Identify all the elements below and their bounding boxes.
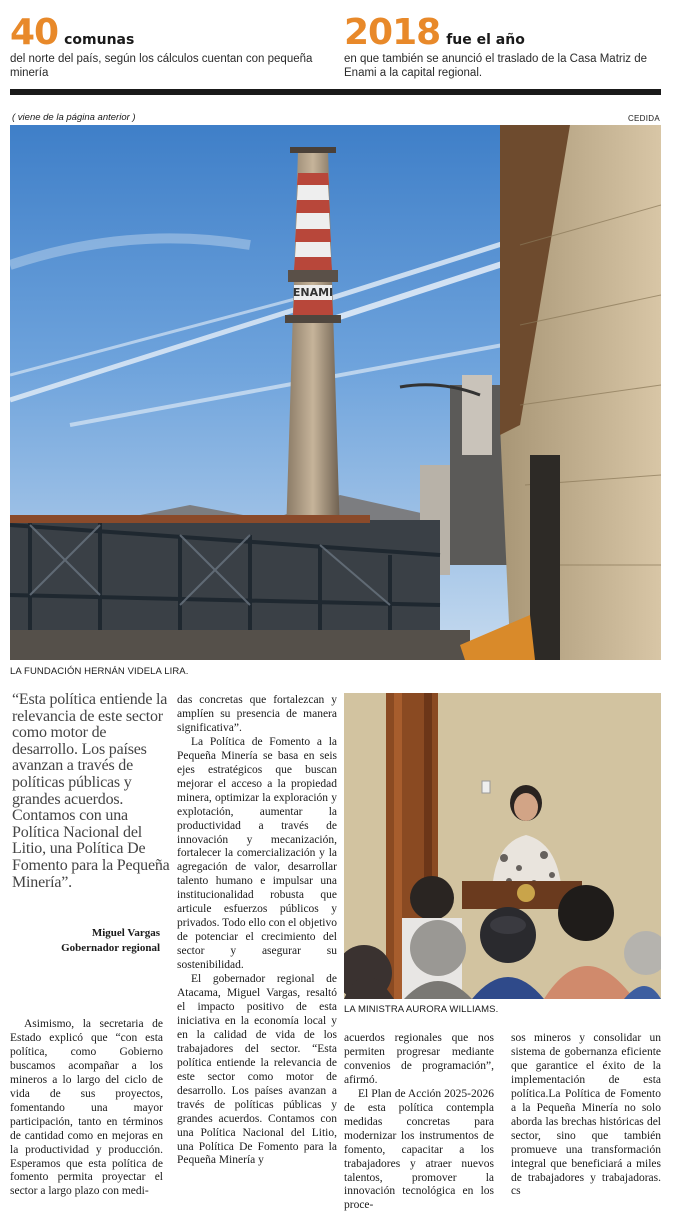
paragraph: das concretas que fortalezcan y amplíen su presencia de manera significativa”.: [177, 694, 337, 734]
paragraph: Asimismo, la secretaria de Estado explicó que “con esta política, como Gobierno buscamos acompañar a los mineros a lo largo del ciclo de vida de sus proyectos, fomentando una mayor participación, tanto en términos de cantidad como en mejoras en la productividad y producción. Esperamos que esta política de fomento permita proyectar el sector a largo plazo con medi-: [10, 1018, 163, 1198]
article-column-2: [177, 694, 337, 1168]
enami-chimney-label: ENAMI: [292, 286, 334, 299]
smelter-photo: [10, 125, 661, 660]
continued-from-note: ( viene de la página anterior ): [12, 112, 136, 123]
paragraph: sos mineros y consolidar un sistema de gobernanza eficiente que garantice el éxito de la implementación de esta política.La Política de Fomento a la Pequeña Minería no solo aborda las brechas históricas del sector, sino que también promueve una transformación integral que beneficiará a miles de trabajadores y trabajadoras. cs: [511, 1032, 661, 1198]
stat-label: comunas: [64, 32, 135, 48]
article-column-3: [344, 1032, 494, 1213]
stat-description: del norte del país, según los cálculos cuentan con pequeña minería: [10, 53, 313, 79]
paragraph: acuerdos regionales que nos permiten progresar mediante convenios de programación”, afirmó.: [344, 1032, 494, 1086]
stat-number: 2018: [344, 12, 441, 53]
paragraph: El gobernador regional de Atacama, Miguel Vargas, resaltó el impacto positivo de esta iniciativa en la economía local y en la calidad de vida de los trabajadores del sector. “Esta política entiende la relevancia de este sector como motor de desarrollo. Los países avanzan a través de políticas públicas y grandes acuerdos. Contamos con una Política Nacional del Litio, una Política De Fomento para la Pequeña Minería y: [177, 973, 337, 1167]
photo-credit: CEDIDA: [627, 114, 660, 123]
section-divider: [10, 89, 661, 95]
article-column-4: [511, 1032, 661, 1199]
photo-caption: LA MINISTRA AURORA WILLIAMS.: [344, 1004, 499, 1015]
stat-number: 40: [10, 12, 59, 53]
paragraph: La Política de Fomento a la Pequeña Minería se basa en seis ejes estratégicos que buscan mejorar el acceso a la propiedad minera, optimizar la exploración y explotación, aumentar la productividad a través de innovación y mecanización, fortalecer la comercialización y la agregación de valor, desarrollar talento humano e impulsar una institucionalidad robusta que articule esfuerzos públicos y privados. Todo ello con el objetivo de potenciar el crecimiento del sector y asegurar su sostenibilidad.: [177, 735, 337, 972]
paragraph: El Plan de Acción 2025-2026 de esta política contempla medidas concretas para modernizar los instrumentos de fomento, capacitar a los trabajadores y atraer nuevos talentos, promover la innovación tecnológica en los proce-: [344, 1087, 494, 1212]
stat-comunas: [10, 14, 330, 80]
quote-author-role: Gobernador regional: [61, 942, 160, 954]
photo-caption: LA FUNDACIÓN HERNÁN VIDELA LIRA.: [10, 666, 189, 677]
quote-author-name: Miguel Vargas: [91, 927, 160, 939]
stat-year: [344, 14, 664, 80]
stat-label: fue el año: [446, 32, 525, 48]
stat-description: en que también se anunció el traslado de la Casa Matriz de Enami a la capital regional.: [344, 53, 648, 79]
pull-quote: “Esta política entiende la relevancia de este sector como motor de desarrollo. Los países avanzan a través de políticas públicas y grandes acuerdos. Contamos con una Política Nacional del Litio, una Política De Fomento para la Pequeña Minería”.: [12, 691, 170, 891]
minister-photo: [344, 693, 661, 999]
article-column-1: [10, 1018, 163, 1199]
